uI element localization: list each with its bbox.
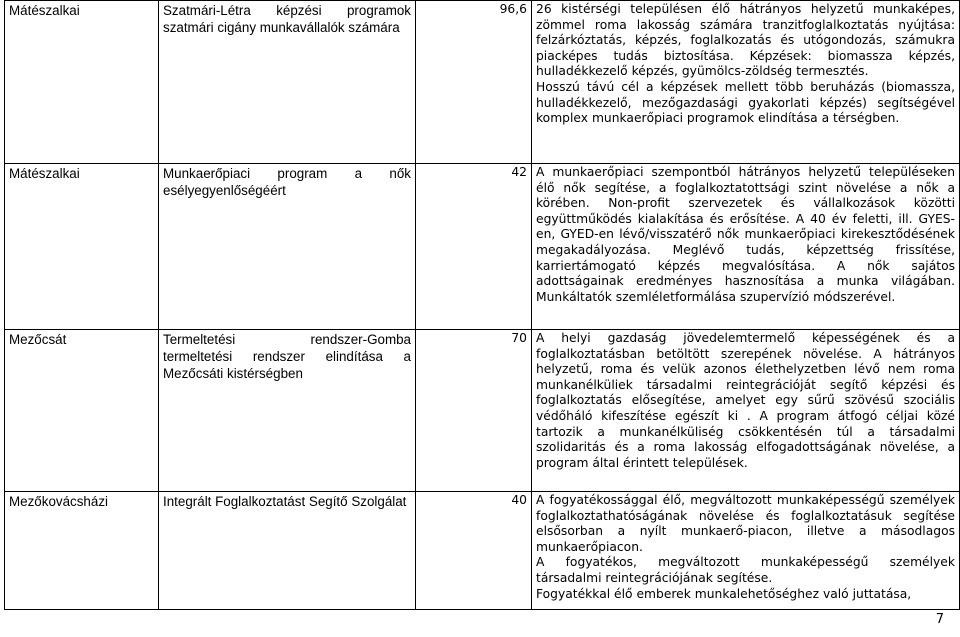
program-name-cell: Termeltetési rendszer-Gomba termeltetési rendszer elindítása a Mezőcsáti kistérségben [159,330,416,492]
page-number: 7 [935,612,944,627]
description-cell [532,164,960,330]
description-cell [532,1,960,164]
table-row [5,164,960,330]
location-cell: Mátészalkai [5,164,159,330]
description-paragraph: A helyi gazdaság jövedelemtermelő képességének és a foglalkoztatásban betöltött szerepének növelése. A hátrányos helyzetű, roma és velük azonos élethelyzetben lévő nem roma munkanélküliek társadalmi reintegrációját segítő képzési és foglalkoztatás elősegítése, amelyet egy sűrű szövésű szociális védőháló kifeszítése egészít ki . A program átfogó céljai közé tartozik a munkanélküliség csökkentésén túl a társadalmi szolidaritás és a roma lakosság elfogadottságának növelése, a program által érintett települések. [536,331,955,470]
amount-cell: 96,6 [416,1,532,164]
description-cell [532,492,960,610]
description-paragraph: Hosszú távú cél a képzések mellett több beruházás (biomassza, hulladékkezelő, mezőgazdasági gyakorlati képzés) segítségével komplex munkaerőpiaci programok elindítása a térségben. [536,79,955,126]
table-row [5,330,960,492]
description-paragraph: A fogyatékos, megváltozott munkaképességű személyek társadalmi reintegrációjának segítése. [536,555,955,585]
amount-cell: 70 [416,330,532,492]
amount-cell: 42 [416,164,532,330]
description-paragraph: Fogyatékkal élő emberek munkalehetőséghez való juttatása, [536,586,912,601]
amount-cell: 40 [416,492,532,610]
location-cell: Mátészalkai [5,1,159,164]
table-row [5,492,960,610]
location-cell: Mezőkovácsházi [5,492,159,610]
program-table [4,0,960,610]
location-cell: Mezőcsát [5,330,159,492]
description-paragraph: 26 kistérségi településen élő hátrányos helyzetű munkaképes, zömmel roma lakosság számára tranzitfoglalkoztatás nyújtása: felzárkóztatás, képzés, foglalkozatás és utógondozás, számukra piacképes tudás biztosítása. Képzések: biomassza képzés, hulladékkezelő képzés, gyümölcs-zöldség termesztés. [536,2,955,79]
description-paragraph: A munkaerőpiaci szempontból hátrányos helyzetű településeken élő nők segítése, a foglalkoztatottsági szint növelése a nők a körében. Non-profit szervezetek és vállalkozások közötti együttműködés kialakítása és erősítése. A 40 év feletti, ill. GYES-en, GYED-en lévő/visszatérő nők munkaerőpiaci kirekesztődésének megakadályozása. Meglévő tudás, képzettség frissítése, karriertámogató képzés megvalósítása. A nők sajátos adottságainak eredményes hasznosítása a munka világában. Munkáltatók szemléletformálása szupervízió módszerével. [536,165,955,304]
program-name-cell: Szatmári-Létra képzési programok szatmári cigány munkavállalók számára [159,1,416,164]
program-name-cell: Munkaerőpiaci program a nők esélyegyenlőségéért [159,164,416,330]
description-paragraph: A fogyatékossággal élő, megváltozott munkaképességű személyek foglalkoztathatóságának növelése és foglalkoztatásuk segítése elsősorban a nyílt munkaerő-piacon, illetve a másodlagos munkaerőpiacon. [536,493,955,554]
program-name-cell: Integrált Foglalkoztatást Segítő Szolgálat [159,492,416,610]
table-row [5,1,960,164]
description-cell [532,330,960,492]
